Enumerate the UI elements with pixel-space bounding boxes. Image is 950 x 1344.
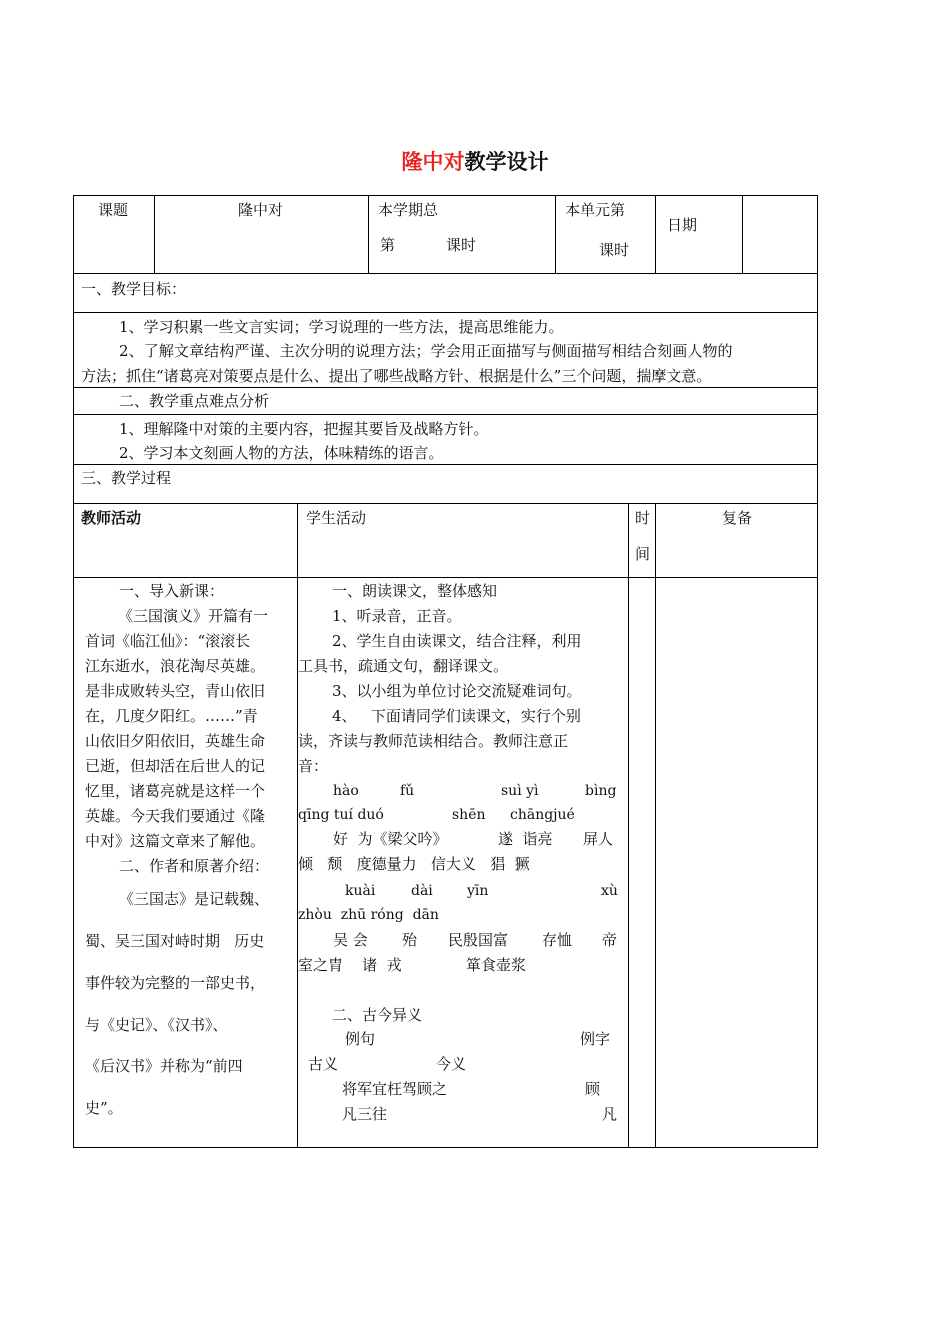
vocab: 好 为《梁父吟》 — [333, 830, 448, 848]
pinyin: qīng tuí duó — [298, 807, 384, 823]
pinyin: kuài — [345, 883, 376, 899]
header-date-label: 日期 — [667, 216, 698, 234]
keypoint-1: 1、理解隆中对策的主要内容，把握其要旨及战略方针。 — [119, 420, 489, 438]
student-line: 凡三往 — [342, 1105, 388, 1123]
section-process-heading: 三、教学过程 — [81, 469, 172, 487]
student-line: 2、学生自由读课文，结合注释，利用 — [332, 632, 582, 650]
keypoint-2: 2、学习本文刻画人物的方法，体味精练的语言。 — [119, 444, 444, 462]
header-unit-label: 本单元第 — [565, 201, 626, 219]
objective-2b: 方法；抓住“诸葛亮对策要点是什么、提出了哪些战略方针、根据是什么”三个问题，揣摩文意。 — [81, 367, 712, 385]
section-keypoints-heading: 二、教学重点难点分析 — [119, 392, 270, 410]
pinyin: bìng — [585, 783, 617, 799]
teacher-line: 蜀、吴三国对峙时期 历史 — [85, 932, 265, 950]
header-semester-keshi: 课时 — [446, 236, 477, 254]
vocab: 民殷国富 — [448, 931, 509, 949]
pinyin: zhòu zhū róng dān — [298, 907, 439, 923]
student-line: 一、朗读课文，整体感知 — [332, 582, 498, 600]
pinyin: chāngjué — [510, 807, 575, 823]
teacher-line: 在，几度夕阳红。……”青 — [85, 707, 258, 725]
header-topic-label: 课题 — [98, 201, 129, 219]
teacher-line: 一、导入新课： — [119, 582, 225, 600]
student-line: 二、古今异义 — [332, 1006, 423, 1024]
teacher-line: 是非成败转头空，青山依旧 — [85, 682, 266, 700]
col-teacher-activity: 教师活动 — [81, 509, 142, 527]
teacher-line: 忆里，诸葛亮就是这样一个 — [85, 782, 266, 800]
vocab: 遂 诣亮 — [498, 830, 553, 848]
student-line: 4、 下面请同学们读课文，实行个别 — [332, 707, 581, 725]
col-student-activity: 学生活动 — [306, 509, 367, 527]
pinyin: dài — [411, 883, 433, 899]
teacher-line: 首词《临江仙》：“滚滚长 — [85, 632, 251, 650]
pinyin: hào — [333, 783, 359, 799]
col-time-2: 间 — [635, 545, 651, 563]
student-line: 顾 — [585, 1080, 601, 1098]
student-line: 工具书，疏通文句，翻译课文。 — [298, 657, 509, 675]
header-semester-di: 第 — [380, 236, 396, 254]
header-semester-label: 本学期总 — [378, 201, 439, 219]
student-line: 3、以小组为单位讨论交流疑难词句。 — [332, 682, 582, 700]
vocab: 屏人 — [583, 830, 614, 848]
pinyin: shēn — [452, 807, 486, 823]
teacher-line: 《三国志》是记载魏、 — [119, 890, 270, 908]
teacher-line: 与《史记》、《汉书》、 — [85, 1016, 228, 1034]
teacher-line: 江东逝水，浪花淘尽英雄。 — [85, 657, 266, 675]
student-line: 古义 — [308, 1055, 339, 1073]
student-line: 1、听录音，正音。 — [332, 607, 462, 625]
section-objectives-heading: 一、教学目标： — [81, 280, 187, 298]
pinyin: fǔ — [400, 783, 415, 799]
student-line: 例字 — [580, 1030, 611, 1048]
teacher-line: 山依旧夕阳依旧，英雄生命 — [85, 732, 266, 750]
vocab: 帝 — [602, 931, 618, 949]
header-topic-value: 隆中对 — [238, 201, 284, 219]
student-line: 音： — [298, 757, 329, 775]
teacher-line: 二、作者和原著介绍： — [119, 857, 270, 875]
student-line: 例句 — [345, 1030, 376, 1048]
student-line: 读，齐读与教师范读相结合。教师注意正 — [298, 732, 569, 750]
col-prep: 复备 — [722, 509, 753, 527]
page-title: 隆中对教学设计 — [401, 150, 549, 174]
col-time-1: 时 — [635, 509, 651, 527]
objective-1: 1、学习积累一些文言实词；学习说理的一些方法，提高思维能力。 — [119, 318, 564, 336]
teacher-line: 《三国演义》开篇有一 — [118, 607, 269, 625]
student-line: 今义 — [436, 1055, 467, 1073]
student-line: 凡 — [602, 1105, 618, 1123]
vocab: 室之胄 诸 戎 — [298, 956, 402, 974]
teacher-line: 英雄。今天我们要通过《隆 — [85, 807, 266, 825]
pinyin: xù — [601, 883, 618, 899]
vocab: 吴 会 — [333, 931, 368, 949]
header-unit-keshi: 课时 — [599, 241, 630, 259]
vocab: 存恤 — [542, 931, 573, 949]
teacher-line: 史”。 — [85, 1099, 123, 1117]
teacher-line: 《后汉书》并称为“前四 — [85, 1057, 243, 1075]
pinyin: yīn — [467, 883, 489, 899]
student-line: 将军宜枉驾顾之 — [342, 1080, 448, 1098]
vocab: 倾 颓 度德量力 信大义 猖 獗 — [298, 855, 530, 873]
teacher-line: 已逝，但却活在后世人的记 — [85, 757, 266, 775]
objective-2a: 2、了解文章结构严谨、主次分明的说理方法；学会用正面描写与侧面描写相结合刻画人物的 — [119, 342, 733, 360]
vocab: 殆 — [402, 931, 418, 949]
teacher-line: 事件较为完整的一部史书， — [85, 974, 266, 992]
teacher-line: 中对》这篇文章来了解他。 — [85, 832, 266, 850]
pinyin: suì yì — [501, 783, 539, 799]
vocab: 箪食壶浆 — [466, 956, 527, 974]
